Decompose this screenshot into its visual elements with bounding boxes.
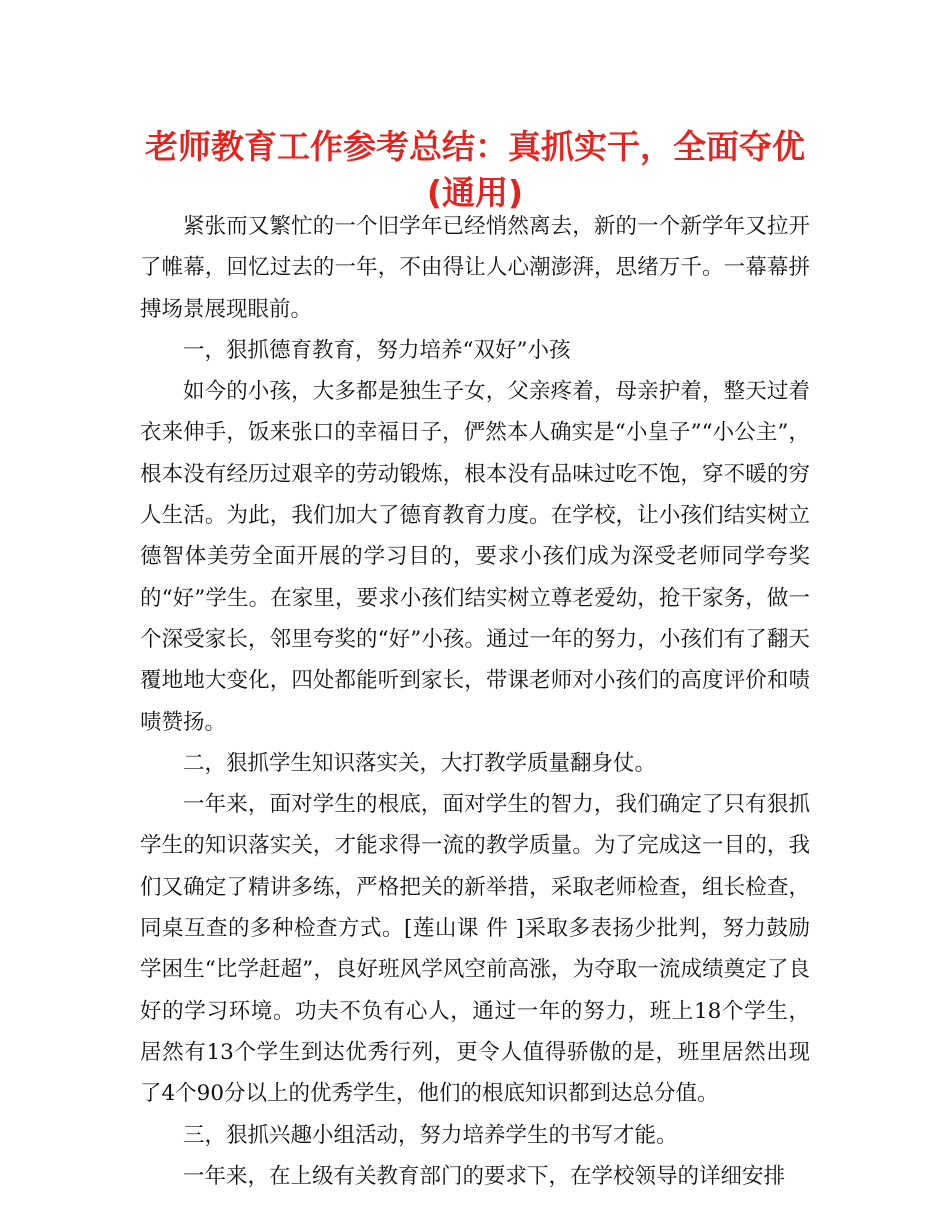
document-title-subtitle: (通用) — [426, 173, 524, 212]
section-heading-2: 二，狠抓学生知识落实关，大打教学质量翻身仗。 — [183, 750, 657, 776]
paragraph-interest-groups: 一年来，在上级有关教育部门的要求下，在学校领导的详细安排 — [183, 1163, 786, 1189]
document-title: 老师教育工作参考总结：真抓实干，全面夺优 — [145, 127, 805, 166]
paragraph-intro: 紧张而又繁忙的一个旧学年已经悄然离去，新的一个新学年又拉开了帷幕，回忆过去的一年，不由得让人心潮澎湃，思绪万千。一幕幕拼搏场景展现眼前。 — [140, 214, 810, 322]
paragraph-teaching-quality: 一年来，面对学生的根底，面对学生的智力，我们确定了只有狠抓学生的知识落实关，才能求得一流的教学质量。为了完成这一目的，我们又确定了精讲多练，严格把关的新举措，采取老师检查，组长检查，同桌互查的多种检查方式。[莲山课 件 ]采取多表扬少批判，努力鼓励学困生“比学赶超”，良好班风学风空前高涨，为夺取一流成绩奠定了良好的学习环境。功夫不负有心人，通过一年的努力，班上18个学生，居然有13个学生到达优秀行列，更令人值得骄傲的是，班里居然出现了4个90分以上的优秀学生，他们的根底知识都到达总分值。 — [140, 792, 810, 1107]
section-heading-3: 三，狠抓兴趣小组活动，努力培养学生的书写才能。 — [183, 1122, 678, 1148]
section-heading-1: 一，狠抓德育教育，努力培养“双好”小孩 — [183, 337, 571, 363]
document-body — [140, 206, 810, 1197]
paragraph-moral-education: 如今的小孩，大多都是独生子女，父亲疼着，母亲护着，整天过着衣来伸手，饭来张口的幸福日子，俨然本人确实是“小皇子”“小公主”，根本没有经历过艰辛的劳动锻炼，根本没有品味过吃不饱，穿不暖的穷人生活。为此，我们加大了德育教育力度。在学校，让小孩们结实树立德智体美劳全面开展的学习目的，要求小孩们成为深受老师同学夸奖的“好”学生。在家里，要求小孩们结实树立尊老爱幼，抢干家务，做一个深受家长，邻里夸奖的“好”小孩。通过一年的努力，小孩们有了翻天覆地地大变化，四处都能听到家长，带课老师对小孩们的高度评价和啧啧赞扬。 — [140, 379, 810, 735]
